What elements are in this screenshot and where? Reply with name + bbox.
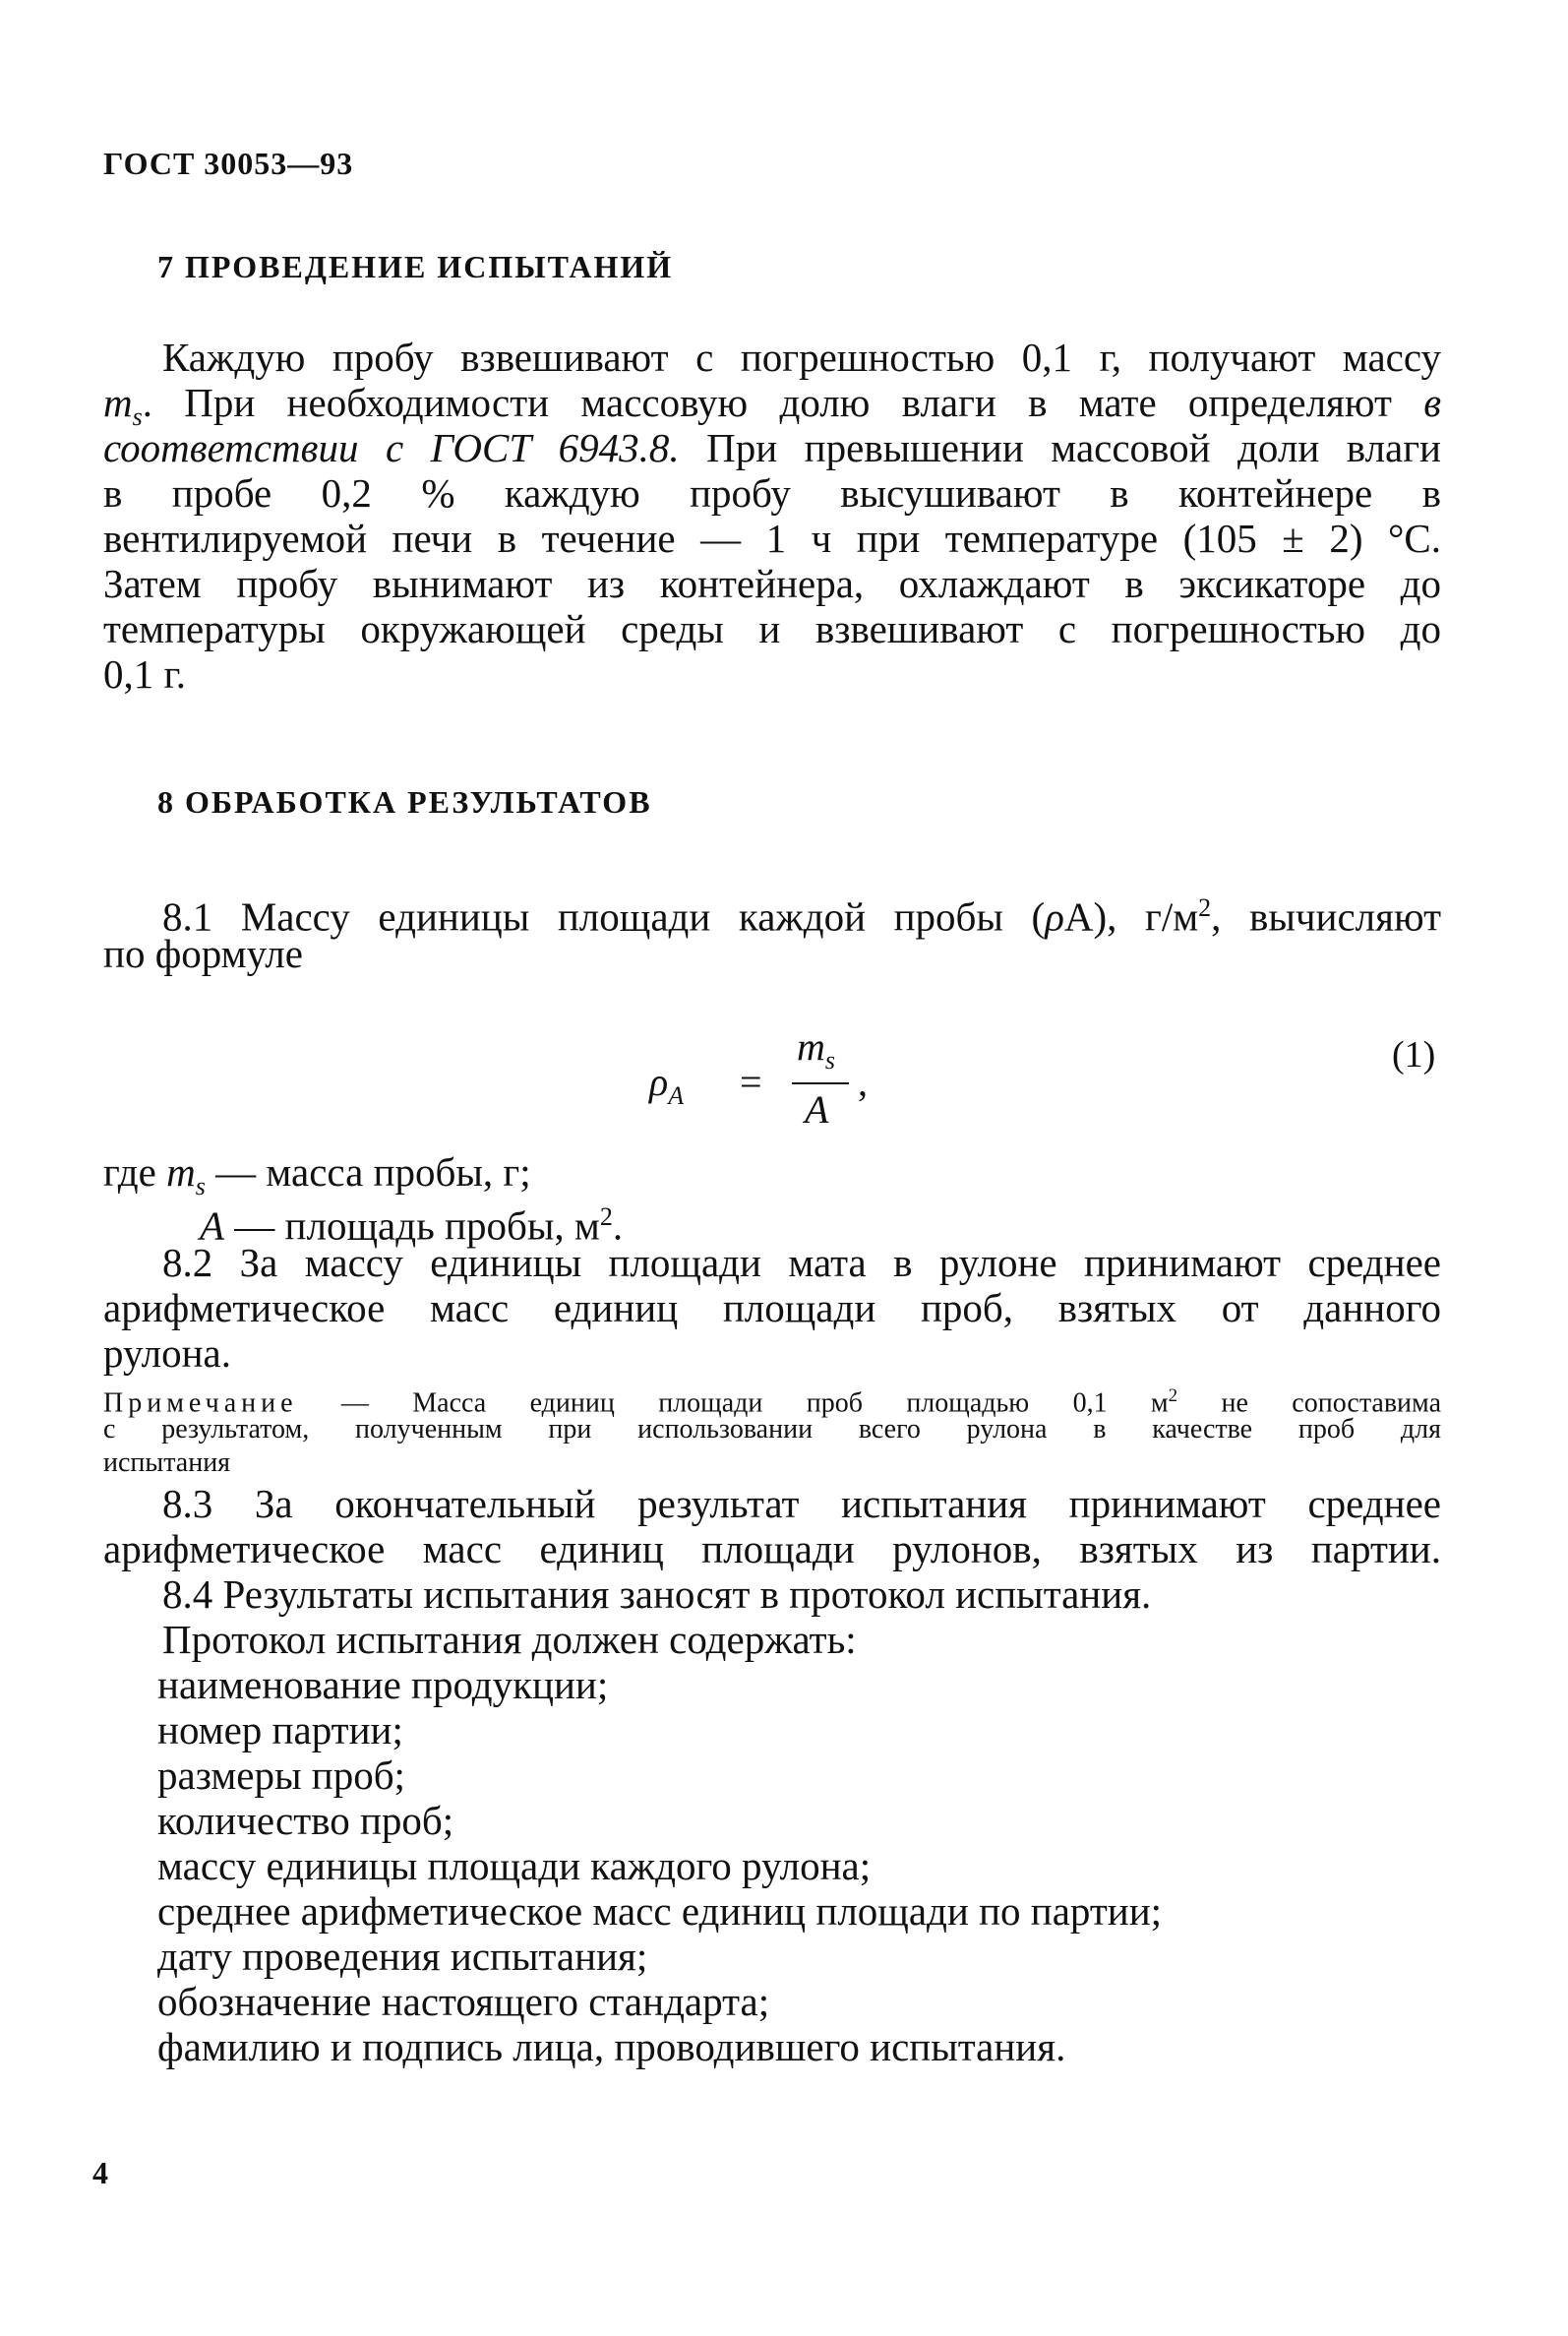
note-label: Примечание (103, 1387, 298, 1419)
protocol-item: размеры проб; (157, 1752, 405, 1798)
s7-line-3: соответствии с ГОСТ 6943.8. При превышении массовой доли влаги (103, 425, 1441, 470)
protocol-item: наименование продукции; (157, 1662, 609, 1707)
protocol-item: фамилию и подпись лица, проводившего испытания. (157, 2024, 1066, 2069)
formula-legend (103, 1149, 1441, 1249)
s7-line-7: температуры окружающей среды и взвешивают с погрешностью до (103, 606, 1441, 651)
protocol-intro: Протокол испытания должен содержать: (162, 1617, 857, 1662)
p83-line-1: 8.3 За окончательный результат испытания принимают среднее (162, 1481, 1441, 1526)
formula-fraction-bar (792, 1082, 849, 1084)
paragraph-8-1 (103, 886, 1441, 976)
p84-line: 8.4 Результаты испытания заносят в протокол испытания. (162, 1571, 1152, 1617)
protocol-item: номер партии; (157, 1707, 403, 1752)
protocol-item: обозначение настоящего стандарта; (157, 1979, 770, 2024)
formula-1 (649, 1023, 905, 1132)
paragraph-8-3 (103, 1481, 1441, 1571)
section-7-title: 7 ПРОВЕДЕНИЕ ИСПЫТАНИЙ (157, 249, 674, 284)
s7-line-8: 0,1 г. (103, 651, 186, 697)
formula-numerator: $m_s$ (797, 1024, 836, 1075)
p81-line-2: по формуле (103, 931, 303, 976)
note-line-1: Примечание — Масса единиц площади проб площадью 0,1 $м^2$ не сопоставима (103, 1385, 1441, 1419)
formula-number: (1) (1392, 1034, 1436, 1076)
formula-equals: = (740, 1060, 762, 1104)
s7-line-2: $m_s$. При необходимости массовую долю влаги в мате определяют в (103, 380, 1441, 432)
document-header: ГОСТ 30053—93 (103, 146, 354, 181)
note-line-2: с результатом, полученным при использовании всего рулона в качестве проб для (103, 1414, 1441, 1445)
legend-ms: где $m_s$ — масса пробы, г; (103, 1149, 531, 1201)
page-number: 4 (92, 2155, 108, 2190)
s7-line-5: вентилируемой печи в течение — 1 ч при температуре (105 ± 2) °С. (103, 516, 1441, 561)
p81-line-1: 8.1 Массу единицы площади каждой пробы (ρА), $г/м^2$, вычисляют (162, 893, 1441, 940)
paragraph-8-2 (103, 1240, 1441, 1376)
section-7-paragraph (103, 335, 1441, 697)
protocol-item: среднее арифметическое масс единиц площади по партии; (157, 1888, 1163, 1934)
paragraph-8-4 (103, 1571, 1441, 1662)
formula-denominator: A (805, 1087, 829, 1132)
legend-area: A — площадь пробы, $м^2$. (200, 1202, 624, 1249)
protocol-item: массу единицы площади каждого рулона; (157, 1843, 872, 1888)
section-8-title: 8 ОБРАБОТКА РЕЗУЛЬТАТОВ (157, 784, 652, 820)
p82-line-1: 8.2 За массу единицы площади мата в рулоне принимают среднее (162, 1240, 1441, 1285)
protocol-item: количество проб; (157, 1798, 454, 1843)
p82-line-2: арифметическое масс единиц площади проб, взятых от данного (103, 1285, 1441, 1330)
s7-line-1: Каждую пробу взвешивают с погрешностью 0,1 г, получают массу (162, 335, 1441, 380)
p83-line-2: арифметическое масс единиц площади рулонов, взятых из партии. (103, 1526, 1441, 1571)
formula-lhs: $\rho_A$ (649, 1060, 685, 1110)
formula-comma: , (858, 1060, 868, 1104)
s7-line-6: Затем пробу вынимают из контейнера, охлаждают в эксикаторе до (103, 561, 1441, 606)
p82-line-3: рулона. (103, 1330, 232, 1376)
protocol-item: дату проведения испытания; (157, 1934, 648, 1979)
s7-line-4: в пробе 0,2 % каждую пробу высушивают в контейнере в (103, 470, 1441, 516)
note (103, 1380, 1441, 1480)
note-line-3: испытания (103, 1447, 231, 1478)
